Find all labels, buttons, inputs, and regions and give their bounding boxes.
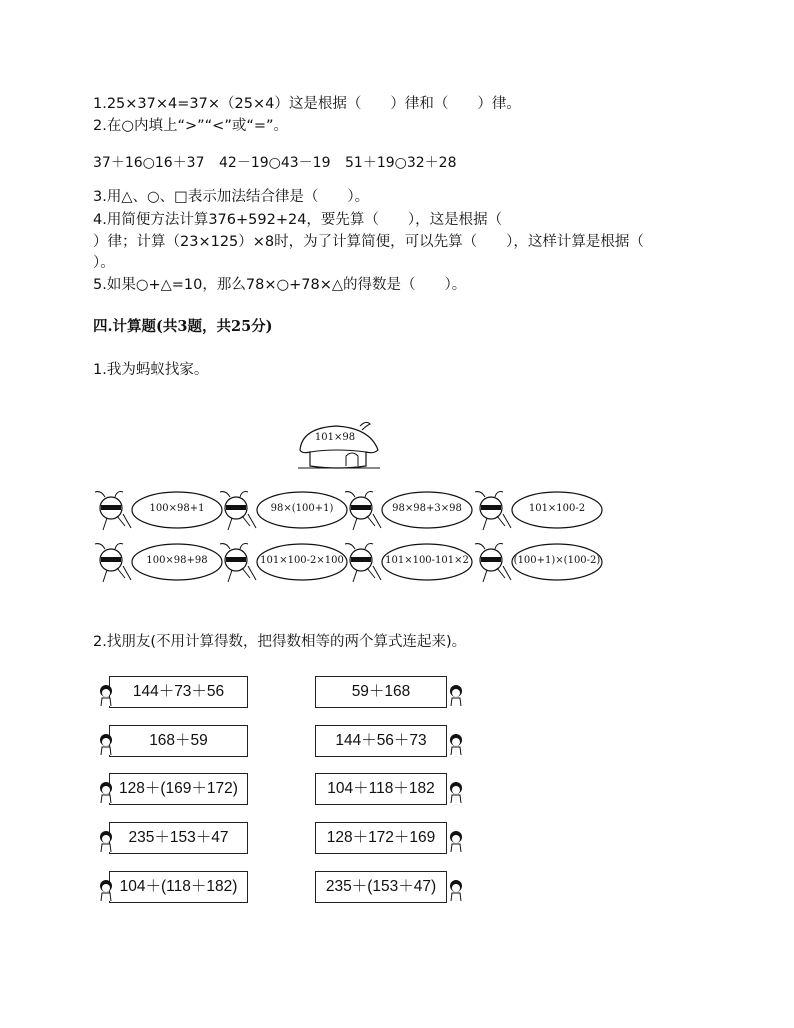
- question-4-line-2: ）律；计算（23×125）×8时，为了计算简便，可以先算（ ），这样计算是根据（: [93, 234, 644, 250]
- compare-item-1: 37＋16○16＋37: [93, 155, 205, 171]
- question-1: 1.25×37×4=37×（25×4）这是根据（ ）律和（ ）律。: [93, 96, 521, 112]
- child-icon: [97, 781, 115, 803]
- ant-card[interactable]: [218, 542, 348, 586]
- child-icon: [447, 830, 465, 852]
- left-expression-box[interactable]: 144＋73＋56: [109, 676, 248, 708]
- right-expression-box[interactable]: 128＋172＋169: [315, 822, 447, 854]
- child-icon: [97, 830, 115, 852]
- question-4-line-1: 4.用简便方法计算376+592+24，要先算（ ），这是根据（: [93, 212, 503, 228]
- problem-2-title: 2.找朋友(不用计算得数，把得数相等的两个算式连起来)。: [93, 634, 467, 650]
- ant-card[interactable]: [343, 490, 473, 534]
- right-expression-box[interactable]: 144＋56＋73: [315, 725, 447, 757]
- right-expression-box[interactable]: 104＋118＋182: [315, 773, 447, 805]
- section-heading: 四.计算题(共3题，共25分): [93, 318, 273, 335]
- ant-card[interactable]: [473, 542, 603, 586]
- child-icon: [447, 781, 465, 803]
- ant-label: 101×100-2×100: [260, 555, 344, 566]
- left-expression-box[interactable]: 128＋(169＋172): [109, 773, 248, 805]
- question-2: 2.在○内填上“>”“<”或“=”。: [93, 118, 289, 134]
- house-label: 101×98: [314, 432, 356, 443]
- ant-label: 98×(100+1): [270, 503, 334, 514]
- ant-card[interactable]: [473, 490, 603, 534]
- ant-label: 98×98+3×98: [392, 503, 462, 514]
- right-expression-box[interactable]: 59＋168: [315, 676, 447, 708]
- ant-card[interactable]: [343, 542, 473, 586]
- ant-card[interactable]: [218, 490, 348, 534]
- ant-label: 100×98+98: [146, 555, 208, 566]
- ant-card[interactable]: [93, 542, 223, 586]
- right-expression-box[interactable]: 235＋(153＋47): [315, 871, 447, 903]
- question-3: 3.用△、○、□表示加法结合律是（ ）。: [93, 189, 370, 205]
- mushroom-house: [296, 420, 382, 472]
- ant-label: 101×100-2: [528, 503, 586, 514]
- ant-label: 100×98+1: [149, 503, 205, 514]
- child-icon: [447, 879, 465, 901]
- left-expression-box[interactable]: 235＋153＋47: [109, 822, 248, 854]
- ant-label: (100+1)×(100-2): [513, 555, 601, 566]
- compare-item-2: 42－19○43－19: [219, 155, 331, 171]
- mushroom-house-icon: [296, 420, 382, 472]
- problem-1-title: 1.我为蚂蚁找家。: [93, 362, 209, 378]
- child-icon: [97, 879, 115, 901]
- question-5: 5.如果○+△=10，那么78×○+78×△的得数是（ ）。: [93, 277, 467, 293]
- child-icon: [447, 733, 465, 755]
- ant-label: 101×100-101×2: [385, 555, 469, 566]
- left-expression-box[interactable]: 168＋59: [109, 725, 248, 757]
- child-icon: [97, 684, 115, 706]
- compare-item-3: 51＋19○32＋28: [345, 155, 457, 171]
- child-icon: [447, 684, 465, 706]
- left-expression-box[interactable]: 104＋(118＋182): [109, 871, 248, 903]
- child-icon: [97, 733, 115, 755]
- question-4-line-3: ）。: [93, 255, 115, 271]
- ant-card[interactable]: [93, 490, 223, 534]
